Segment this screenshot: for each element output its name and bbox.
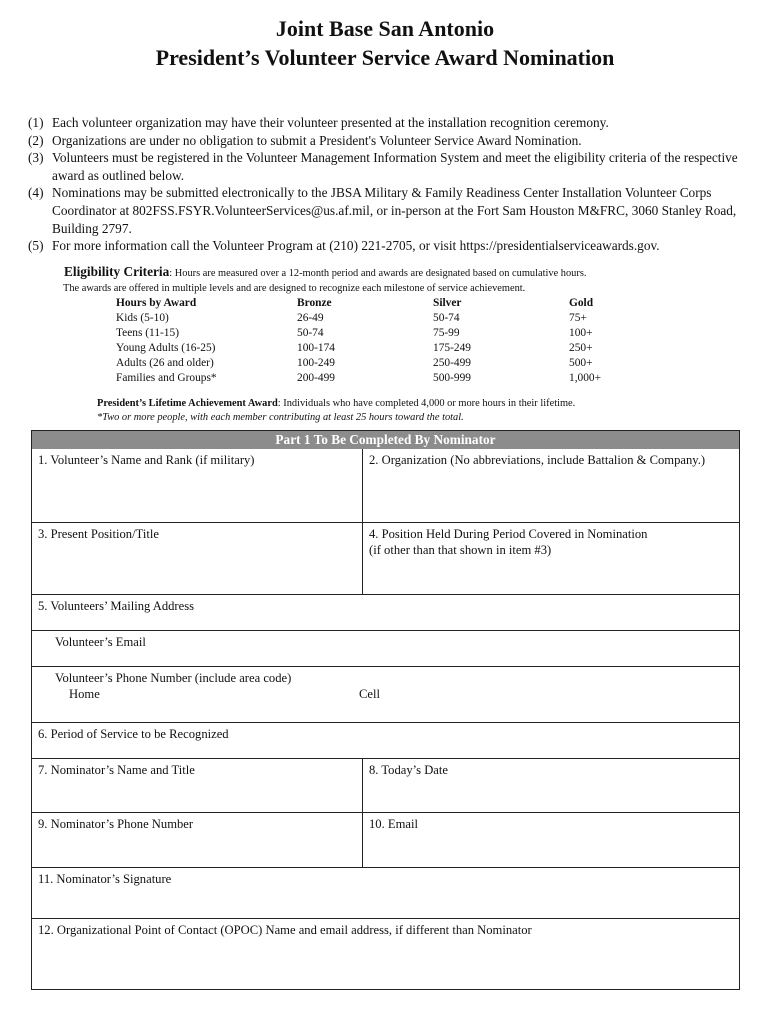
- instruction-item: (1) Each volunteer organization may have their volunteer presented at the installation recognition ceremony.: [28, 115, 609, 130]
- table-row: Adults (26 and older) 100-249 250-499 500+: [116, 357, 593, 369]
- form-subtitle: President’s Volunteer Service Award Nomination: [155, 45, 615, 70]
- nominator-name-field[interactable]: 7. Nominator’s Name and Title: [38, 763, 195, 777]
- form-row: [32, 722, 739, 758]
- form-row: [32, 522, 739, 594]
- instructions-list: [28, 114, 758, 255]
- position-held-field[interactable]: 4. Position Held During Period Covered in Nomination (if other than that shown in item #3): [362, 523, 739, 594]
- volunteer-email-field[interactable]: Volunteer’s Email: [55, 635, 146, 649]
- opoc-field[interactable]: 12. Organizational Point of Contact (OPOC) Name and email address, if different than Nominator: [38, 923, 532, 937]
- table-header: Hours by Award: [116, 297, 197, 309]
- form-row: [32, 867, 739, 918]
- lifetime-award-note: President’s Lifetime Achievement Award: Individuals who have completed 4,000 or more hours in their lifetime.: [97, 398, 576, 409]
- award-levels-table: [116, 296, 649, 386]
- form-row: [32, 630, 739, 666]
- eligibility-criteria: [64, 264, 754, 296]
- volunteer-name-field[interactable]: 1. Volunteer’s Name and Rank (if military): [38, 453, 255, 467]
- volunteer-phone-field[interactable]: Volunteer’s Phone Number (include area code) Home Cell: [55, 671, 380, 701]
- nominator-phone-field[interactable]: 9. Nominator’s Phone Number: [38, 817, 194, 831]
- form-row: [32, 812, 739, 867]
- cell-phone-label: Cell: [359, 687, 380, 701]
- instruction-item: (2) Organizations are under no obligation to submit a President's Volunteer Service Award Nomination.: [28, 132, 582, 148]
- form-row: [32, 449, 739, 522]
- mailing-address-field[interactable]: 5. Volunteers’ Mailing Address: [38, 599, 195, 613]
- todays-date-field[interactable]: 8. Today’s Date: [362, 759, 739, 812]
- eligibility-text: : Hours are measured over a 12-month period and awards are designated based on cumulative hours.: [169, 268, 587, 279]
- eligibility-heading: Eligibility Criteria: [64, 264, 170, 279]
- home-phone-label: Home: [69, 687, 100, 701]
- instruction-item: (4) Nominations may be submitted electronically to the JBSA Military & Family Readiness Center Installation Volunteer Corps Coordinator at 802FSS.FSYR.VolunteerServices@us.af.mil, or in-person at the Fort Sam Houston M&FRC, 3060 Stanley Road, Building 2797.: [28, 185, 737, 236]
- organization-field[interactable]: 2. Organization (No abbreviations, include Battalion & Company.): [362, 449, 739, 522]
- part-1-header: Part 1 To Be Completed By Nominator: [32, 431, 739, 449]
- nominator-email-field[interactable]: 10. Email: [362, 813, 739, 867]
- form-row: [32, 918, 739, 990]
- form-title: Joint Base San Antonio: [275, 16, 495, 41]
- table-row: Young Adults (16-25) 100-174 175-249 250+: [116, 342, 593, 354]
- form-row: [32, 666, 739, 722]
- form-row: [32, 758, 739, 812]
- form-row: [32, 594, 739, 630]
- table-row: Kids (5-10) 26-49 50-74 75+: [116, 312, 587, 324]
- table-row: Teens (11-15) 50-74 75-99 100+: [116, 327, 593, 339]
- instruction-item: (5) For more information call the Volunteer Program at (210) 221-2705, or visit https://presidentialserviceawards.gov.: [28, 238, 660, 254]
- table-header: Bronze: [297, 297, 332, 309]
- nomination-form: [31, 430, 740, 990]
- instruction-item: (3) Volunteers must be registered in the Volunteer Management Information System and meet the eligibility criteria of the respective award as outlined below.: [28, 150, 738, 183]
- nominator-signature-field[interactable]: 11. Nominator’s Signature: [38, 872, 172, 886]
- eligibility-text-2: The awards are offered in multiple levels and are designed to recognize each milestone of service achievement.: [63, 283, 526, 294]
- period-of-service-field[interactable]: 6. Period of Service to be Recognized: [38, 727, 229, 741]
- footnote: *Two or more people, with each member contributing at least 25 hours toward the total.: [97, 412, 464, 423]
- table-header: Silver: [433, 297, 462, 309]
- present-position-field[interactable]: 3. Present Position/Title: [38, 527, 159, 541]
- table-header: Gold: [569, 297, 594, 309]
- table-row: Families and Groups* 200-499 500-999 1,000+: [116, 372, 602, 384]
